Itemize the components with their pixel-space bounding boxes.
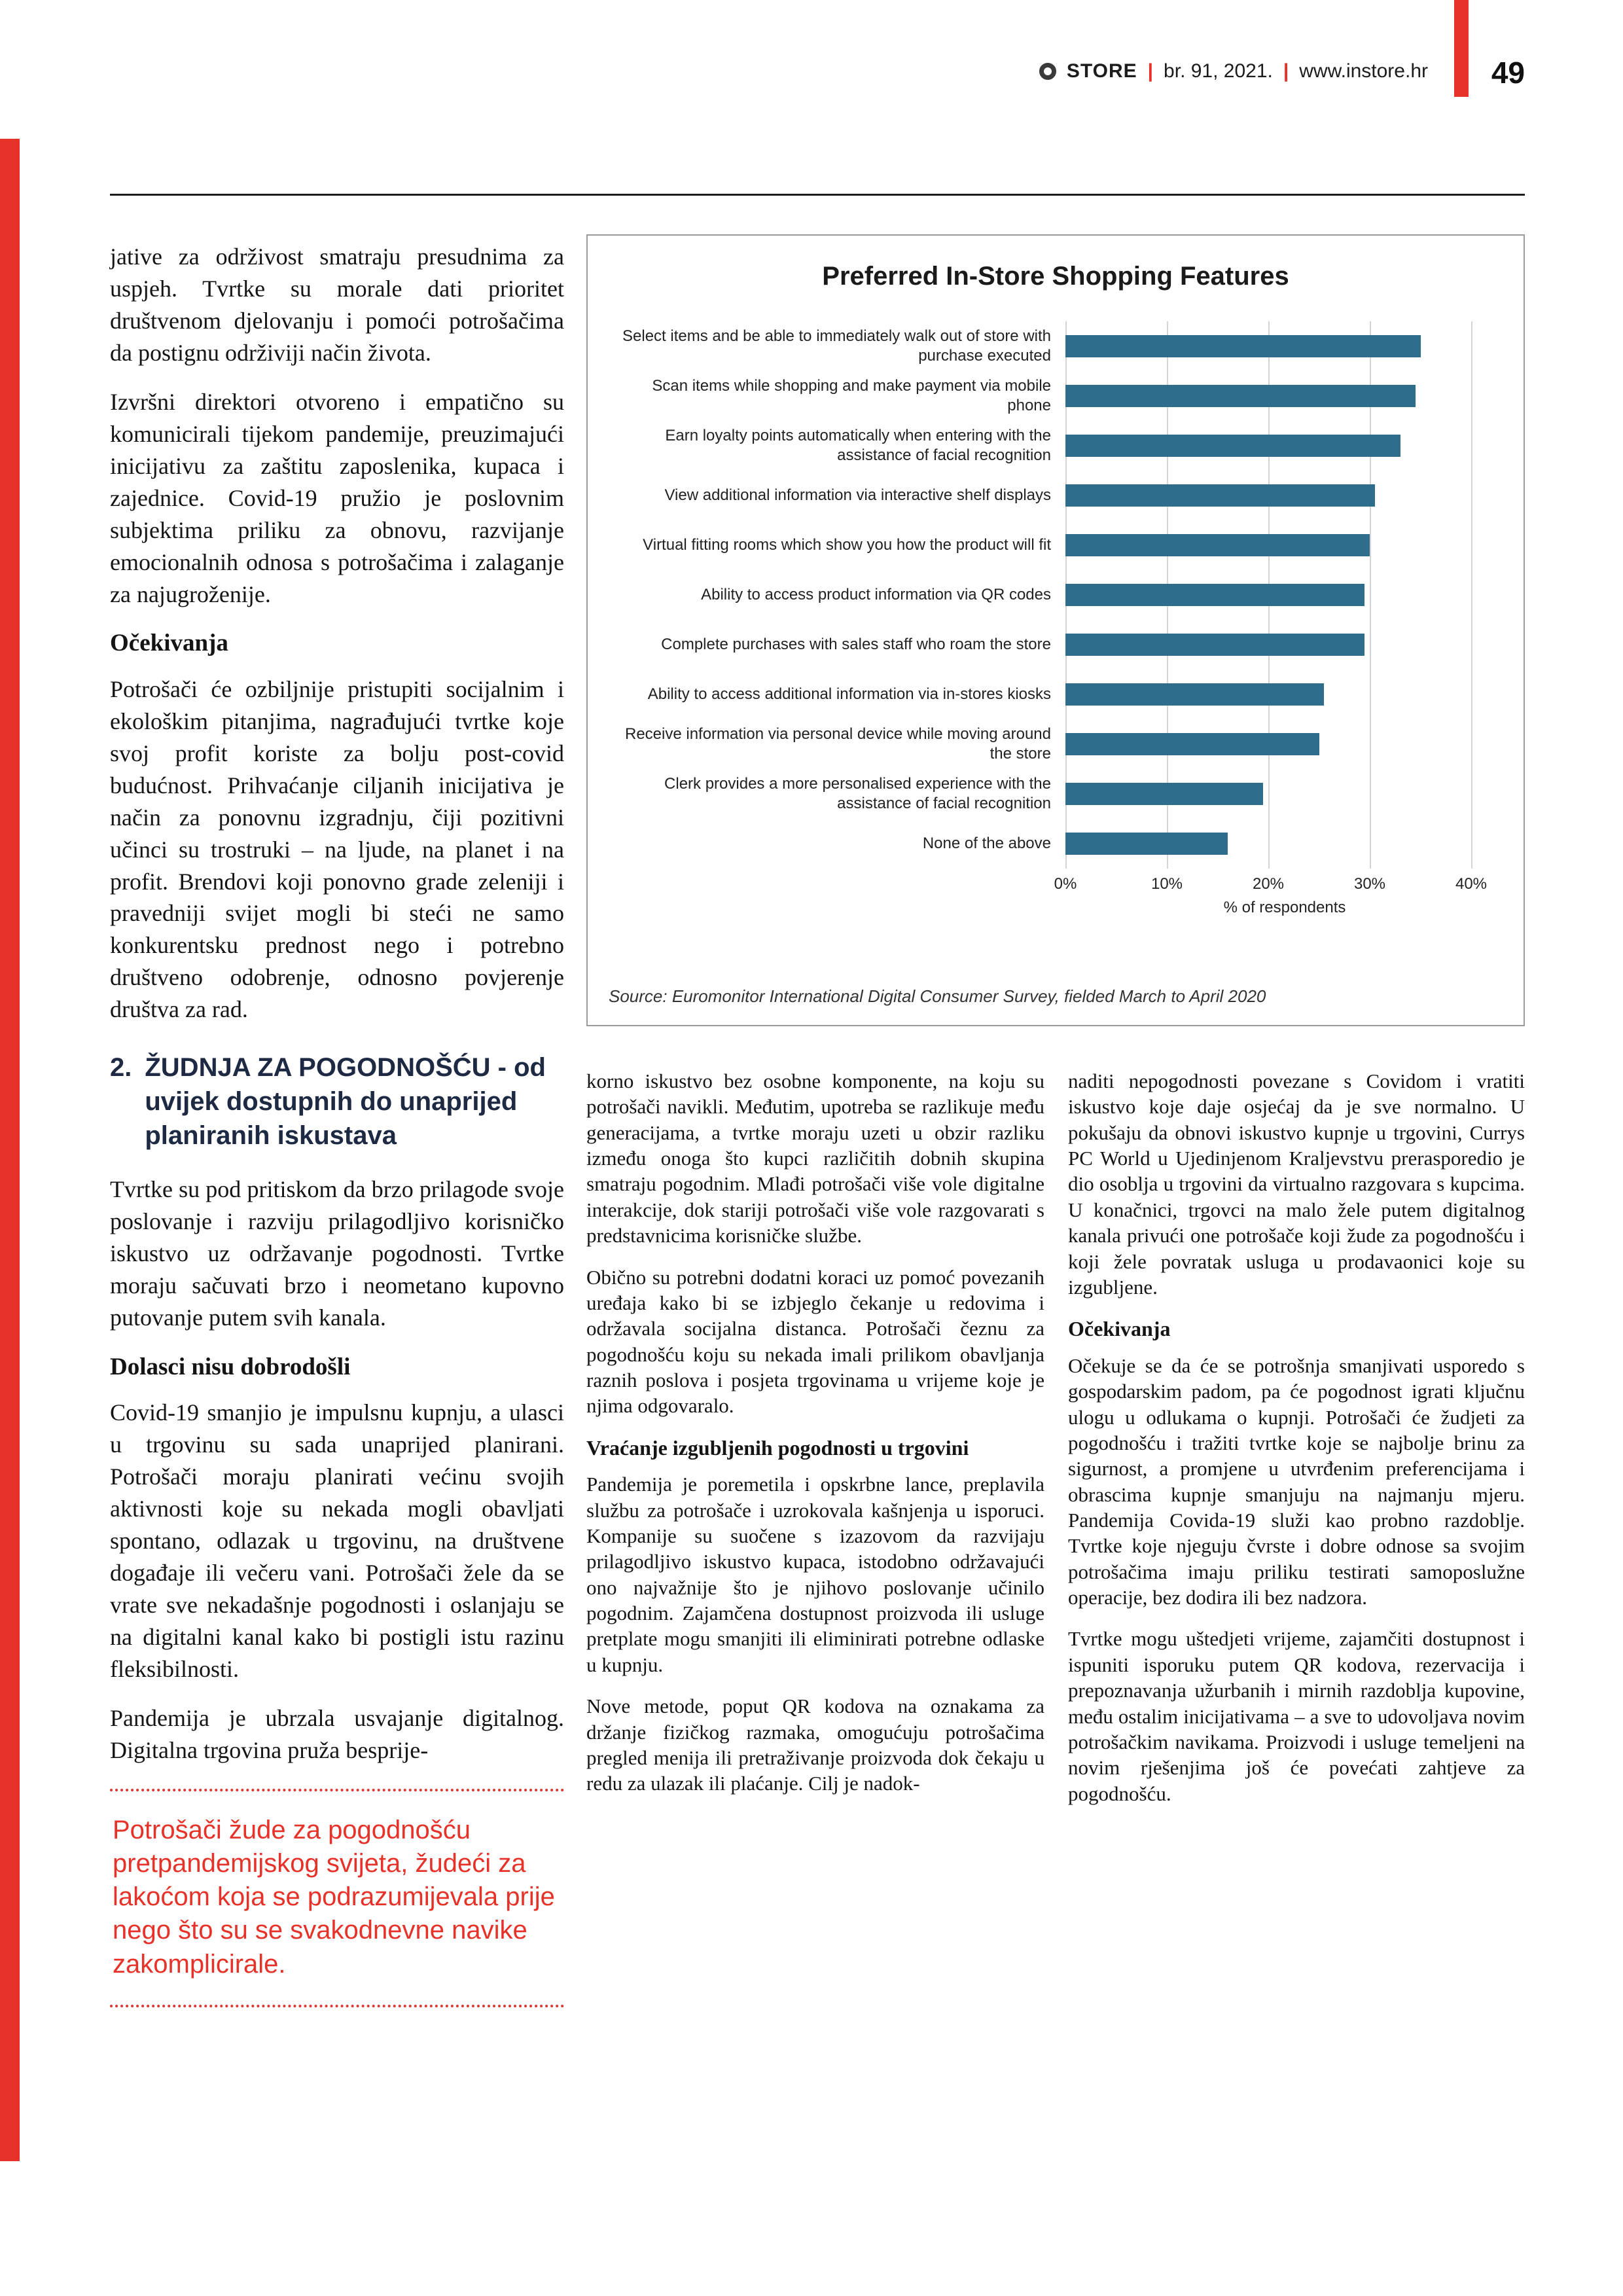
chart-bar — [1065, 733, 1319, 755]
chart-bar — [1065, 783, 1263, 805]
article-column-left — [110, 241, 564, 2007]
chart-category-label: Ability to access additional information via in-stores kiosks — [647, 685, 1051, 703]
chart-category-label: Scan items while shopping and make payment via mobile phone — [652, 377, 1051, 414]
chart-row — [607, 769, 1504, 819]
paragraph: Tvrtke mogu uštedjeti vrijeme, zajamčiti dostupnost i ispuniti isporuku putem QR kodova, rezervacija i prepoznavanja užurbanih i mirnih razdoblja kupovine, među ostalim inicijativama – a sve to udovoljava novim potrošačkim navikama. Proizvodi i usluge temeljeni na novim rješenjima još će povećati zahtjeve za pogodnošću. — [1068, 1627, 1525, 1805]
header-rule — [110, 194, 1525, 196]
page-number: 49 — [1491, 56, 1525, 90]
chart-panel — [586, 234, 1525, 1026]
chart-bar — [1065, 484, 1375, 507]
chart-row — [607, 471, 1504, 520]
header-separator: | — [1283, 60, 1289, 82]
chart-bar-track — [1065, 670, 1504, 719]
chart-category-label: View additional information via interactive shelf displays — [664, 486, 1051, 504]
chart-bar — [1065, 584, 1364, 606]
paragraph: jative za održivost smatraju presudnima za uspjeh. Tvrtke su morale dati prioritet društvenom djelovanju i pomoći potrošačima da postignu održiviji način života. — [110, 243, 564, 366]
paragraph: Covid-19 smanjio je impulsnu kupnju, a ulasci u trgovinu su sada unaprijed planirani. Potrošači moraju planirati većinu svojih aktivnosti koje su nekada mogli obavljati spontano, odlazak u trgovinu, na društvene događaje ili večeru vani. Potrošači žele da se vrate sve nekadašnje pogodnosti i oslanjaju se na digitalni kanal kako bi postigli istu razinu fleksibilnosti. — [110, 1399, 564, 1682]
chart-bar-track — [1065, 471, 1504, 520]
chart-row — [607, 321, 1504, 371]
subheading-dolasci: Dolasci nisu dobrodošli — [110, 1354, 351, 1381]
chart-bar-track — [1065, 570, 1504, 620]
instore-logo-icon — [1039, 63, 1056, 80]
chart-bar-track — [1065, 371, 1504, 421]
paragraph: Nove metode, poput QR kodova na oznakama za držanje fizičkog razmaka, omogućuju potrošačima pregled menija ili pretraživanje proizvoda dok čekaju u redu za ulazak ili plaćanje. Cilj je nadok- — [586, 1695, 1044, 1795]
chart-axis-tick: 30% — [1353, 875, 1386, 893]
chart-bar-track — [1065, 620, 1504, 670]
chart-axis-tick: 40% — [1455, 875, 1488, 893]
article-column-middle — [586, 1068, 1044, 1812]
chart-x-axis-label: % of respondents — [1223, 899, 1346, 916]
chart-bar — [1065, 335, 1421, 357]
header-meta — [1039, 60, 1428, 82]
chart-bar — [1065, 683, 1324, 706]
chart-rows — [607, 321, 1504, 869]
chart-bar-track — [1065, 819, 1504, 869]
chart-bar — [1065, 385, 1416, 407]
left-accent-bar — [0, 139, 20, 2161]
paragraph: Obično su potrebni dodatni koraci uz pomoć povezanih uređaja kako bi se izbjeglo čekanje u redovima i održavala socijalna distanca. Potrošači čeznu za pogodnošću koju su nekada imali prilikom obavljanja raznih poslova i posjeta trgovinama u vrijeme koje je njima odgovaralo. — [586, 1265, 1044, 1418]
issue-label: br. 91, 2021. — [1164, 60, 1273, 82]
chart-category-label: Virtual fitting rooms which show you how the product will fit — [643, 536, 1051, 554]
chart-row — [607, 371, 1504, 421]
website-url: www.instore.hr — [1299, 60, 1428, 82]
section-heading — [110, 1050, 564, 1153]
header-accent-bar — [1454, 0, 1469, 97]
chart-bar-track — [1065, 769, 1504, 819]
article-column-right — [1068, 1068, 1525, 1822]
chart-bar-track — [1065, 321, 1504, 371]
chart-row — [607, 670, 1504, 719]
chart-plot — [607, 321, 1504, 917]
chart-row — [607, 819, 1504, 869]
paragraph: naditi nepogodnosti povezane s Covidom i vratiti iskustvo koje daje osjećaj da je sve normalno. U pokušaju da obnovi iskustvo kupnje u trgovini, Currys PC World u Ujedinjenom Kraljevstvu prerasporedio je dio osoblja u trgovini da virtualno razgovara s kupcima. U konačnici, trgovci na malo žele putem digitalnog kanala privući one potrošače koji žude za pogodnošću i koji žele povratak usluga u prodavaonici koje su izgubljene. — [1068, 1069, 1525, 1299]
pull-quote: Potrošači žude za pogodnošću pretpandemijskog svijeta, žudeći za lakoćom koja se podrazumijevala prije nego što su se svakodnevne navike zakomplicirale. — [110, 1789, 564, 2007]
chart-bar-track — [1065, 719, 1504, 769]
chart-bar-track — [1065, 421, 1504, 471]
chart-category-label: Receive information via personal device while moving around the store — [624, 725, 1051, 762]
chart-bar-track — [1065, 520, 1504, 570]
paragraph: Pandemija je ubrzala usvajanje digitalnog. Digitalna trgovina pruža besprije- — [110, 1704, 564, 1763]
subheading-vracanje: Vraćanje izgubljenih pogodnosti u trgovini — [586, 1435, 969, 1460]
chart-category-label: Complete purchases with sales staff who roam the store — [661, 636, 1051, 653]
chart-row — [607, 520, 1504, 570]
chart-row — [607, 620, 1504, 670]
chart-category-label: Clerk provides a more personalised experience with the assistance of facial recognition — [664, 775, 1051, 812]
chart-axis-tick: 10% — [1150, 875, 1183, 893]
chart-bar — [1065, 634, 1364, 656]
chart-bar — [1065, 833, 1228, 855]
chart-title: Preferred In-Store Shopping Features — [822, 262, 1289, 291]
chart-axis-tick: 20% — [1252, 875, 1285, 893]
chart-row — [607, 719, 1504, 769]
chart-category-label: None of the above — [922, 834, 1051, 852]
paragraph: Pandemija je poremetila i opskrbne lance, preplavila službu za potrošače i uzrokovala kašnjenja u isporuci. Kompanije su suočene s izazovom da razvijaju prilagodljivo iskustvo kupaca, istodobno održavajući ono najvažnije što je njihovo poslovanje učinilo pogodnim. Zajamčena dostupnost proizvoda ili usluge pretplate mogu smanjiti ili eliminirati potrebne odlaske u kupnju. — [586, 1473, 1044, 1676]
paragraph: Tvrtke su pod pritiskom da brzo prilagode svoje poslovanje i razviju prilagodljivo korisničko iskustvo uz održavanje pogodnosti. Tvrtke moraju sačuvati brzo i neometano kupovno putovanje putem svih kanala. — [110, 1176, 564, 1331]
paragraph: Potrošači će ozbiljnije pristupiti socijalnim i ekološkim pitanjima, nagrađujući tvrtke koje svoj profit koriste za bolju post-covid budućnost. Prihvaćanje ciljanih inicijativa je način za ponovnu izgradnju, čiji pozitivni učinci su trostruki – na ljude, na planet i na profit. Brendovi koji ponovno grade zeleniji i pravedniji svijet mogli bi steći ne samo konkurentsku prednost nego i potrebno društveno odobrenje, odnosno povjerenje društva za rad. — [110, 675, 564, 1023]
chart-axis-tick: 0% — [1054, 875, 1077, 893]
paragraph: Izvršni direktori otvoreno i empatično su komunicirali tijekom pandemije, preuzimajući inicijativu za zaštitu zaposlenika, kupaca i zajednice. Covid-19 pružio je poslovnim subjektima priliku za obnovu, razvijanje emocionalnih odnosa s potrošačima i zalaganje za najugroženije. — [110, 388, 564, 607]
chart-source: Source: Euromonitor International Digital Consumer Survey, fielded March to April 2020 — [609, 986, 1266, 1006]
paragraph: Očekuje se da će se potrošnja smanjivati usporedo s gospodarskim padom, pa će pogodnost igrati ključnu ulogu u odlukama o kupnji. Potrošači će žudjeti za pogodnošću i tražiti tvrtke koje se najbolje brinu za sigurnost, a promjene u utvrđenim preferencijama i obrascima kupnje smanjuju na najmanju mjeru. Pandemija Covida-19 služi kao probno razdoblje. Tvrtke koje njeguju čvrste i dobre odnose sa svojim potrošačima imaju priliku testirati samoposlužne operacije, bez dodira ili bez nadzora. — [1068, 1354, 1525, 1609]
chart-category-label: Ability to access product information via QR codes — [701, 586, 1051, 603]
chart-category-label: Earn loyalty points automatically when entering with the assistance of facial recognition — [665, 427, 1051, 464]
section-number: 2. — [110, 1053, 132, 1083]
chart-bar — [1065, 534, 1370, 556]
subheading-ocekivanja-2: Očekivanja — [1068, 1317, 1171, 1341]
paragraph: korno iskustvo bez osobne komponente, na koju su potrošači navikli. Međutim, upotreba se razlikuje među generacijama, a tvrtke moraju uzeti u obzir razliku između onoga što kupci različitih dobnih skupina smatraju pogodnim. Mlađi potrošači više vole digitalne interakcije, dok stariji potrošači više vole razgovarati s predstavnicima korisničke službe. — [586, 1069, 1044, 1247]
chart-row — [607, 421, 1504, 471]
section-title: ŽUDNJA ZA POGODNOŠĆU - od uvijek dostupnih do unaprijed planiranih iskustava — [145, 1053, 546, 1151]
chart-axis — [1054, 869, 1504, 895]
chart-category-label: Select items and be able to immediately walk out of store with purchase executed — [622, 327, 1051, 365]
subheading-ocekivanja: Očekivanja — [110, 630, 228, 657]
header-separator: | — [1147, 60, 1154, 82]
chart-bar — [1065, 435, 1400, 457]
brand-name: STORE — [1066, 60, 1137, 82]
chart-row — [607, 570, 1504, 620]
